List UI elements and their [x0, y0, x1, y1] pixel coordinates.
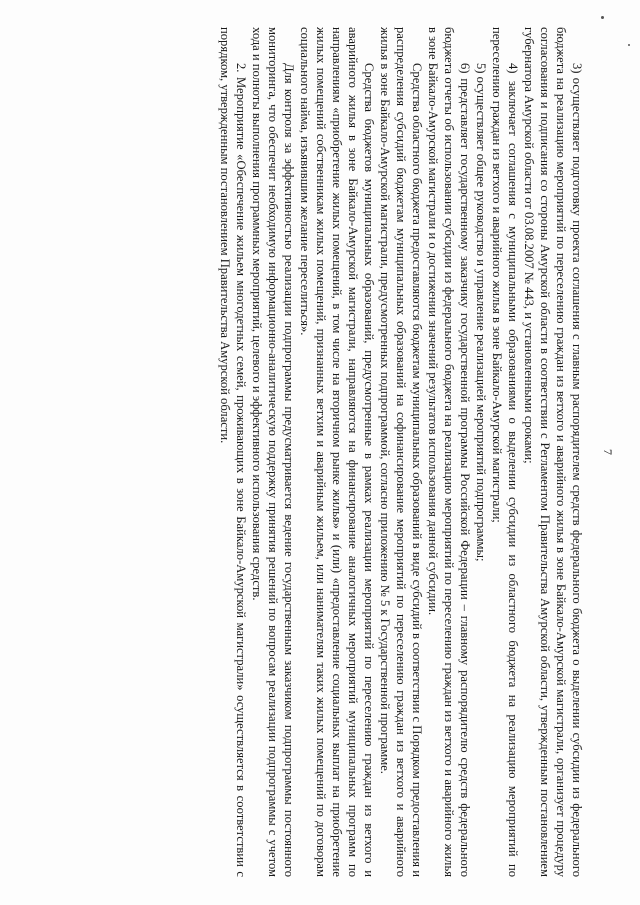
- paragraph: Средства бюджетов муниципальных образований, предусмотренные в рамках реализации мероприятий по переселению граждан из ветхого и аварийного жилья в зоне Байкало-Амурской магистрали, направляются на финансирование аналогичных мероприятий муниципальных программ по направлениям «приобретение жилых помещений, в том числе на вторичном рынке жилья» и (или) «предоставление социальных выплат на приобретение жилых помещений собственникам жилых помещений, признанных ветхим и аварийным жильем, или нанимателям таких жилых помещений по договорам социального найма, изъявившим желание переселиться».: [298, 27, 376, 877]
- scan-speck: [628, 44, 630, 46]
- scan-speck: [601, 16, 604, 19]
- paragraph: 4) заключает соглашения с муниципальными образованиями о выделении субсидии из областного бюджета на реализацию мероприятий по переселению граждан из ветхого и аварийного жилья в зоне Байкало-Амурской магистрали;: [490, 27, 520, 877]
- paragraph: 3) осуществляет подготовку проекта соглашения с главным распорядителем средств федерального бюджета о выделении субсидии из федерального бюджета на реализацию мероприятий по переселению граждан из ветхого и аварийного жилья в зоне Байкало-Амурской магистрали, организует процедуру согласования и подписания со стороны Амурской области в соответствии с Регламентом Правительства Амурской области, утвержденным постановлением губернатора Амурской области от 03.08.2007 № 443, и установленными сроками;: [522, 27, 584, 877]
- paragraph: 5) осуществляет общее руководство и управление реализацией мероприятий подпрограммы;: [474, 63, 488, 562]
- paragraph: 6) представляет государственному заказчику государственной программы Российской Федерации – главному распорядителю средств федерального бюджета отчеты об использовании субсидии из федерального бюджета на реализацию мероприятий по переселению граждан из ветхого и аварийного жилья в зоне Байкало-Амурской магистрали и о достижении значений результатов использования данной субсидии.: [426, 27, 472, 877]
- paragraph: 2. Мероприятие «Обеспечение жильем многодетных семей, проживающих в зоне Байкало-Амурской магистрали» осуществляется в соответствии с порядком, утвержденным постановлением Правительства Амурской области.: [218, 27, 248, 877]
- paragraph: Для контроля за эффективностью реализации подпрограммы предусматривается ведение государственным заказчиком подпрограммы постоянного мониторинга, что обеспечит необходимую информационно-аналитическую поддержку принятия решений по вопросам реализации подпрограммы с учетом хода и полноты выполнения программных мероприятий, целевого и эффективного использования средств.: [250, 27, 296, 877]
- rotated-text-frame: [25, 27, 615, 877]
- document-body: [217, 27, 585, 877]
- paragraph: Средства областного бюджета предоставляются бюджетам муниципальных образований в виде субсидий в соответствии с Порядком предоставления и распределения субсидий бюджетам муниципальных образований на софинансирование мероприятий по переселению граждан из ветхого и аварийного жилья в зоне Байкало-Амурской магистрали, предусмотренных подпрограммой, согласно приложению № 5 к Государственной программе.: [378, 27, 424, 877]
- page-number: 7: [601, 449, 615, 455]
